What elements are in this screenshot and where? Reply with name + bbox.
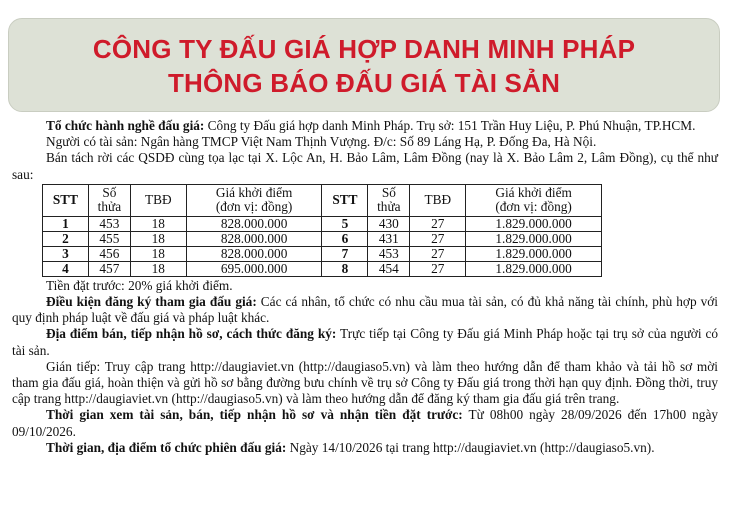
lot-stt: 8 bbox=[322, 261, 368, 276]
header-tbd: TBĐ bbox=[410, 184, 466, 216]
company-title: CÔNG TY ĐẤU GIÁ HỢP DANH MINH PHÁP bbox=[92, 34, 636, 64]
table-row bbox=[43, 231, 602, 246]
lot-stt: 5 bbox=[322, 216, 368, 231]
lot-gia: 828.000.000 bbox=[186, 216, 322, 231]
lot-so-thua: 456 bbox=[88, 246, 130, 261]
place-label: Địa điểm bán, tiếp nhận hồ sơ, cách thức đăng ký: bbox=[46, 326, 337, 342]
lot-gia: 695.000.000 bbox=[186, 261, 322, 276]
header-gia: Giá khởi điểm (đơn vị: đồng) bbox=[186, 184, 322, 216]
indirect-paragraph: Gián tiếp: Truy cập trang http://daugiaviet.vn (http://daugiaso5.vn) và làm theo hướng dẫn để tham khảo và tải hồ sơ mời tham gia đấu giá, hoàn thiện và gửi hồ sơ bằng đường bưu chính về trụ sở Công ty Đấu giá trong thời hạn quy định. Đồng thời, truy cập trang http://daugiaviet.vn (http://daugiaso5.vn) và làm theo hướng dẫn để đăng ký tham gia đấu giá trên trang. bbox=[12, 358, 718, 407]
lot-tbd: 27 bbox=[410, 231, 466, 246]
header-stt: STT bbox=[43, 184, 89, 216]
lot-so-thua: 430 bbox=[368, 216, 410, 231]
table-header-row bbox=[43, 184, 602, 216]
lot-gia: 828.000.000 bbox=[186, 231, 322, 246]
lot-so-thua: 453 bbox=[88, 216, 130, 231]
lot-gia: 1.829.000.000 bbox=[466, 231, 602, 246]
lot-gia: 828.000.000 bbox=[186, 246, 322, 261]
lot-stt: 3 bbox=[43, 246, 89, 261]
lots-table bbox=[42, 184, 602, 277]
conditions-label: Điều kiện đăng ký tham gia đấu giá: bbox=[46, 294, 257, 310]
conditions-text: Các cá nhân, tổ chức có nhu cầu mua tài sản, có đủ khả năng tài chính, phù hợp với quy định pháp luật về đấu giá và pháp luật khác. bbox=[12, 294, 719, 326]
lot-tbd: 18 bbox=[130, 261, 186, 276]
lot-stt: 4 bbox=[43, 261, 89, 276]
conditions-paragraph bbox=[12, 294, 718, 326]
owner-paragraph: Người có tài sản: Ngân hàng TMCP Việt Nam Thịnh Vượng. Đ/c: Số 89 Láng Hạ, P. Đống Đa, Hà Nội. bbox=[46, 134, 597, 150]
lot-stt: 2 bbox=[43, 231, 89, 246]
session-label: Thời gian, địa điểm tổ chức phiên đấu giá: bbox=[46, 439, 287, 455]
lot-stt: 1 bbox=[43, 216, 89, 231]
notice-body bbox=[12, 118, 718, 516]
header-so-thua: Số thửa bbox=[368, 184, 410, 216]
session-paragraph bbox=[12, 440, 718, 456]
lot-stt: 7 bbox=[322, 246, 368, 261]
lot-so-thua: 453 bbox=[368, 246, 410, 261]
table-row bbox=[43, 246, 602, 261]
viewing-text: Từ 08h00 ngày 28/09/2026 đến 17h00 ngày 09/10/2026. bbox=[12, 407, 719, 439]
lot-so-thua: 455 bbox=[88, 231, 130, 246]
lot-tbd: 18 bbox=[130, 216, 186, 231]
notice-header bbox=[8, 18, 720, 112]
header-tbd: TBĐ bbox=[130, 184, 186, 216]
lot-tbd: 18 bbox=[130, 246, 186, 261]
place-paragraph bbox=[12, 326, 718, 358]
table-row bbox=[43, 261, 602, 276]
lot-gia: 1.829.000.000 bbox=[466, 261, 602, 276]
lot-gia: 1.829.000.000 bbox=[466, 216, 602, 231]
header-gia: Giá khởi điểm (đơn vị: đồng) bbox=[466, 184, 602, 216]
header-so-thua: Số thửa bbox=[88, 184, 130, 216]
asset-paragraph: Bán tách rời các QSDĐ cùng tọa lạc tại X. Lộc An, H. Bảo Lâm, Lâm Đồng (nay là X. Bảo Lâm 2, Lâm Đồng), cụ thể như sau: bbox=[12, 150, 718, 182]
org-paragraph bbox=[12, 118, 718, 134]
lot-tbd: 27 bbox=[410, 216, 466, 231]
org-label: Tổ chức hành nghề đấu giá: bbox=[46, 118, 205, 133]
lot-gia: 1.829.000.000 bbox=[466, 246, 602, 261]
lot-so-thua: 454 bbox=[368, 261, 410, 276]
lot-tbd: 27 bbox=[410, 261, 466, 276]
session-text: Ngày 14/10/2026 tại trang http://daugiaviet.vn (http://daugiaso5.vn). bbox=[286, 439, 655, 455]
notice-title: THÔNG BÁO ĐẤU GIÁ TÀI SẢN bbox=[167, 68, 561, 98]
viewing-paragraph bbox=[12, 407, 718, 439]
lot-tbd: 18 bbox=[130, 231, 186, 246]
lot-stt: 6 bbox=[322, 231, 368, 246]
deposit-paragraph: Tiền đặt trước: 20% giá khởi điểm. bbox=[46, 277, 233, 293]
viewing-label: Thời gian xem tài sản, bán, tiếp nhận hồ sơ và nhận tiền đặt trước: bbox=[46, 407, 463, 423]
header-stt: STT bbox=[322, 184, 368, 216]
org-text: Công ty Đấu giá hợp danh Minh Pháp. Trụ sở: 151 Trần Huy Liệu, P. Phú Nhuận, TP.HCM. bbox=[204, 118, 696, 133]
place-text: Trực tiếp tại Công ty Đấu giá Minh Pháp hoặc tại trụ sở của người có tài sản. bbox=[12, 326, 718, 358]
lot-so-thua: 431 bbox=[368, 231, 410, 246]
table-row bbox=[43, 216, 602, 231]
lot-so-thua: 457 bbox=[88, 261, 130, 276]
lot-tbd: 27 bbox=[410, 246, 466, 261]
